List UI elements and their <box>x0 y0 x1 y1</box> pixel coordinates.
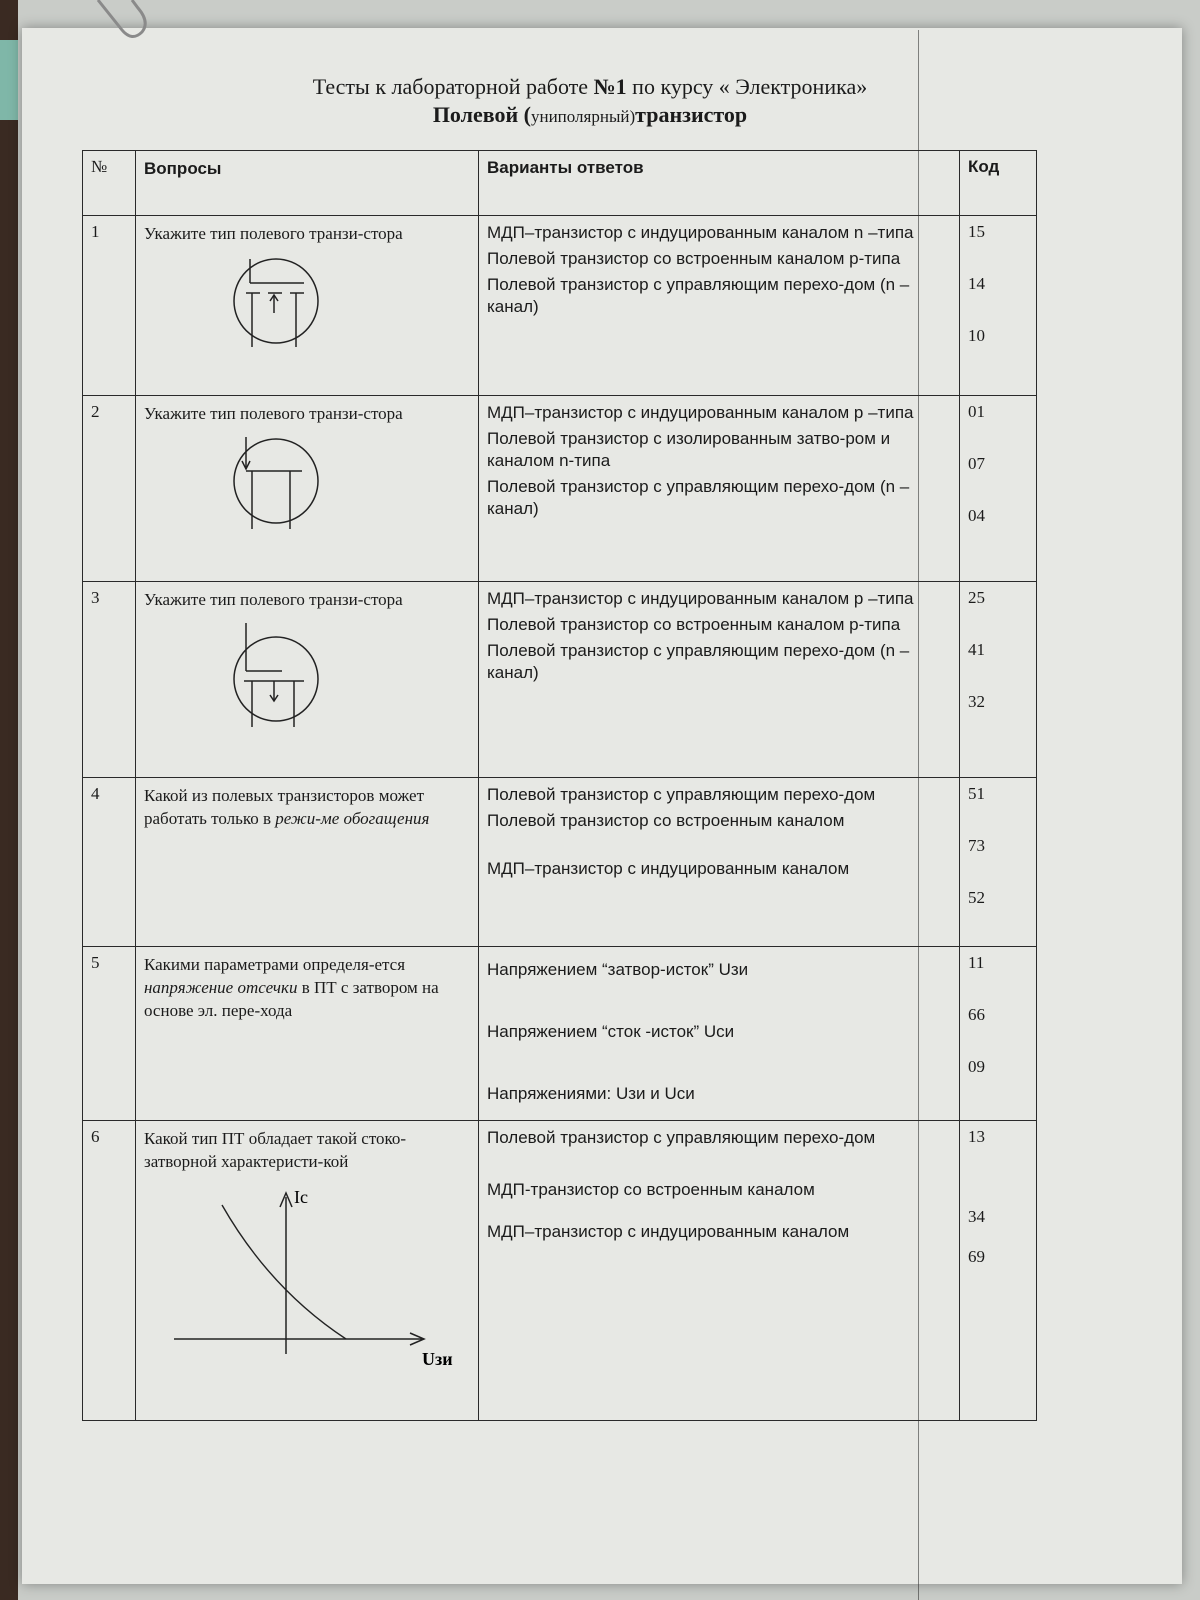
table-row <box>83 778 1037 947</box>
answer-code: 66 <box>968 1005 985 1024</box>
question-emphasis: режи-ме обогащения <box>275 809 430 828</box>
row-num: 6 <box>83 1121 136 1421</box>
quiz-table <box>82 150 1037 1421</box>
table-row <box>83 396 1037 582</box>
answer-option: МДП–транзистор с индуцированным каналом <box>487 1222 850 1241</box>
question-cell <box>136 582 479 778</box>
table-row <box>83 1121 1037 1421</box>
header-questions: Вопросы <box>136 151 479 216</box>
answers-cell <box>479 947 960 1121</box>
answers-cell <box>479 582 960 778</box>
answer-option: МДП–транзистор с индуцированным каналом <box>487 859 850 878</box>
question-text: Укажите тип полевого транзи-стора <box>144 404 403 423</box>
answer-code: 34 <box>968 1207 985 1226</box>
codes-cell <box>960 582 1037 778</box>
transistor-symbol-icon <box>224 433 324 533</box>
answer-code: 52 <box>968 888 985 907</box>
transistor-symbol-icon <box>224 253 324 349</box>
row-num: 1 <box>83 216 136 396</box>
answer-code: 32 <box>968 692 985 711</box>
question-text-tail: в ПТ с затвором на основе эл. пере-хода <box>144 978 439 1020</box>
answer-option: Полевой транзистор с управляющим перехо-дом (n –канал) <box>487 275 910 316</box>
row-num: 4 <box>83 778 136 947</box>
question-text: Укажите тип полевого транзи-стора <box>144 224 403 243</box>
answer-option: Полевой транзистор с изолированным затво-ром и каналом n-типа <box>487 429 891 470</box>
answers-cell <box>479 778 960 947</box>
green-strip <box>0 40 18 120</box>
question-emphasis: напряжение отсечки <box>144 978 298 997</box>
characteristic-curve <box>222 1205 346 1339</box>
answer-code: 15 <box>968 222 985 241</box>
question-cell <box>136 1121 479 1421</box>
answer-option: Полевой транзистор со встроенным каналом <box>487 811 845 830</box>
answer-option: Напряжением “затвор-исток” Uзи <box>487 960 749 979</box>
answer-code: 07 <box>968 454 985 473</box>
question-cell <box>136 947 479 1121</box>
answer-code: 25 <box>968 588 985 607</box>
paperclip-icon <box>92 0 152 40</box>
question-cell <box>136 216 479 396</box>
codes-cell <box>960 396 1037 582</box>
row-num: 2 <box>83 396 136 582</box>
codes-cell <box>960 216 1037 396</box>
answer-code: 13 <box>968 1127 985 1146</box>
transistor-symbol-icon <box>224 619 324 729</box>
answer-option: Полевой транзистор со встроенным каналом p-типа <box>487 615 901 634</box>
row-num: 5 <box>83 947 136 1121</box>
answer-option: Полевой транзистор с управляющим перехо-дом <box>487 785 876 804</box>
answer-code: 41 <box>968 640 985 659</box>
question-text: Какими параметрами определя-ется <box>144 955 406 974</box>
answer-code: 14 <box>968 274 985 293</box>
paper-fold-line <box>918 30 919 1600</box>
answer-code: 04 <box>968 506 985 525</box>
header-answers: Варианты ответов <box>479 151 960 216</box>
answer-option: Напряжениями: Uзи и Uси <box>487 1084 695 1103</box>
question-text: Укажите тип полевого транзи-стора <box>144 590 403 609</box>
table-header-row <box>83 151 1037 216</box>
table-row <box>83 582 1037 778</box>
answer-option: МДП-транзистор со встроенным каналом <box>487 1180 815 1199</box>
question-cell <box>136 396 479 582</box>
answer-code: 01 <box>968 402 985 421</box>
answer-option: МДП–транзистор с индуцированным каналом p –типа <box>487 589 914 608</box>
answer-code: 69 <box>968 1247 985 1266</box>
answers-cell <box>479 216 960 396</box>
question-cell <box>136 778 479 947</box>
header-num: № <box>83 151 136 216</box>
answer-code: 51 <box>968 784 985 803</box>
answer-option: Полевой транзистор с управляющим перехо-дом (n –канал) <box>487 641 910 682</box>
answer-code: 09 <box>968 1057 985 1076</box>
answer-code: 10 <box>968 326 985 345</box>
table-row <box>83 947 1037 1121</box>
answer-option: МДП–транзистор с индуцированным каналом p –типа <box>487 403 914 422</box>
table-row <box>83 216 1037 396</box>
answer-code: 11 <box>968 953 985 972</box>
y-axis-label: Iс <box>294 1187 308 1207</box>
answers-cell <box>479 396 960 582</box>
answer-option: МДП–транзистор с индуцированным каналом n –типа <box>487 223 914 242</box>
answer-option: Напряжением “сток -исток” Uси <box>487 1022 735 1041</box>
codes-cell <box>960 1121 1037 1421</box>
answer-code: 73 <box>968 836 985 855</box>
document-subtitle: Полевой (униполярный)транзистор <box>432 102 748 127</box>
transfer-characteristic-graph <box>160 1179 460 1369</box>
question-text: Какой тип ПТ обладает такой стоко-затворной характеристи-кой <box>144 1129 407 1171</box>
answers-cell <box>479 1121 960 1421</box>
document-title: Тесты к лабораторной работе №1 по курсу « Электроника» <box>312 74 868 99</box>
answer-option: Полевой транзистор с управляющим перехо-дом (n –канал) <box>487 477 910 518</box>
answer-option: Полевой транзистор со встроенным каналом p-типа <box>487 249 901 268</box>
row-num: 3 <box>83 582 136 778</box>
x-axis-label: Uзи <box>422 1349 453 1369</box>
answer-option: Полевой транзистор с управляющим перехо-дом <box>487 1128 876 1147</box>
question-text: Какой из полевых транзисторов может работать только в <box>144 786 425 828</box>
header-code: Код <box>960 151 1037 216</box>
codes-cell <box>960 778 1037 947</box>
codes-cell <box>960 947 1037 1121</box>
